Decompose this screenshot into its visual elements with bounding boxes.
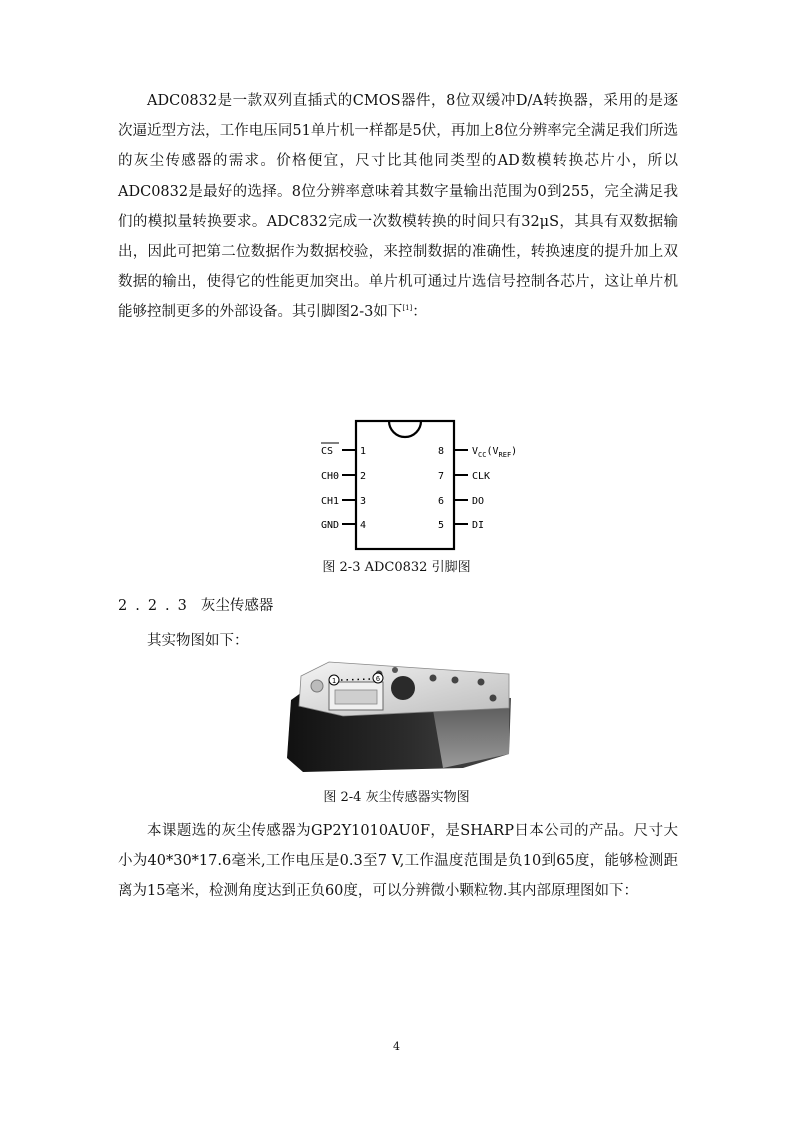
paragraph-sensor-desc: [118, 816, 678, 907]
pin-number: 6: [437, 496, 444, 507]
pin-6: [438, 496, 484, 507]
connector-slot: [335, 690, 377, 704]
vent-hole-5: [392, 667, 398, 673]
vent-hole-3: [478, 679, 485, 686]
sensor-front-face: [433, 702, 509, 768]
mount-screw: [311, 680, 323, 692]
pin-number: 2: [360, 471, 367, 482]
paragraph-adc0832: [118, 86, 678, 328]
pin-number: 1: [360, 446, 367, 457]
pin-marker-6-label: 6: [375, 675, 381, 683]
figure-2-4-caption: 图 2-4 灰尘传感器实物图: [323, 790, 470, 805]
vent-hole-2: [452, 677, 459, 684]
pin-number: 7: [437, 471, 444, 482]
pin-label: CH1: [321, 496, 340, 507]
pin-label: CLK: [472, 471, 491, 482]
page-number: 4: [393, 1040, 400, 1053]
pin-number: 5: [437, 520, 444, 531]
section-number: 2.2.3: [118, 598, 195, 614]
lens-hole: [391, 676, 415, 700]
chip-notch: [389, 421, 421, 437]
pin-label: CS: [321, 446, 334, 457]
citation-ref: [1]: [402, 304, 413, 313]
section-heading: [118, 596, 273, 616]
section-title: 灰尘传感器: [200, 598, 274, 614]
pin-1: [321, 443, 366, 457]
pin-label: GND: [321, 520, 340, 531]
vent-hole-6: [490, 695, 497, 702]
pin-number: 3: [360, 496, 367, 507]
pin-8: [438, 446, 517, 459]
paragraph-sensor-desc-text: 本课题选的灰尘传感器为GP2Y1010AU0F，是SHARP日本公司的产品。尺寸大小为40*30*17.6毫米,工作电压是0.3至7 V,工作温度范围是负10到65度，能够检测距离为15毫米，检测角度达到正负60度，可以分辨微小颗粒物.其内部原理图如下：: [118, 823, 678, 900]
pin-4: [321, 520, 366, 531]
pin-marker-1-label: 1: [331, 677, 337, 685]
pin-2: [321, 471, 366, 482]
pin-label: $V_{CC}(V_{REF})$: [472, 446, 518, 459]
pin-label: DI: [472, 520, 485, 531]
paragraph-adc0832-tail: ：: [412, 304, 427, 321]
pin-5: [438, 520, 484, 531]
pin-7: [438, 471, 490, 482]
vent-hole-1: [430, 675, 437, 682]
adc0832-pinout-diagram: [300, 412, 540, 554]
figure-2-3-caption: 图 2-3 ADC0832 引脚图: [322, 560, 471, 575]
pin-label: CH0: [321, 471, 340, 482]
pin-number: 4: [360, 520, 367, 531]
pin-label: DO: [472, 496, 485, 507]
paragraph-photo-intro-text: 其实物图如下：: [147, 633, 249, 649]
pin-number: 8: [437, 446, 444, 457]
pin-3: [321, 496, 366, 507]
dust-sensor-photo: [283, 660, 511, 782]
paragraph-photo-intro: [118, 626, 678, 656]
paragraph-adc0832-text: ADC0832是一款双列直插式的CMOS器件，8位双缓冲D/A转换器，采用的是逐次逼近型方法，工作电压同51单片机一样都是5伏，再加上8位分辨率完全满足我们所选的灰尘传感器的需求。价格便宜，尺寸比其他同类型的AD数模转换芯片小，所以ADC0832是最好的选择。8位分辨率意味着其数字量输出范围为0到255，完全满足我们的模拟量转换要求。ADC832完成一次数模转换的时间只有32μS，其具有双数据输出，因此可把第二位数据作为数据校验，来控制数据的准确性，转换速度的提升加上双数据的输出，使得它的性能更加突出。单片机可通过片选信号控制各芯片，这让单片机能够控制更多的外部设备。其引脚图2-3如下: [118, 93, 678, 321]
